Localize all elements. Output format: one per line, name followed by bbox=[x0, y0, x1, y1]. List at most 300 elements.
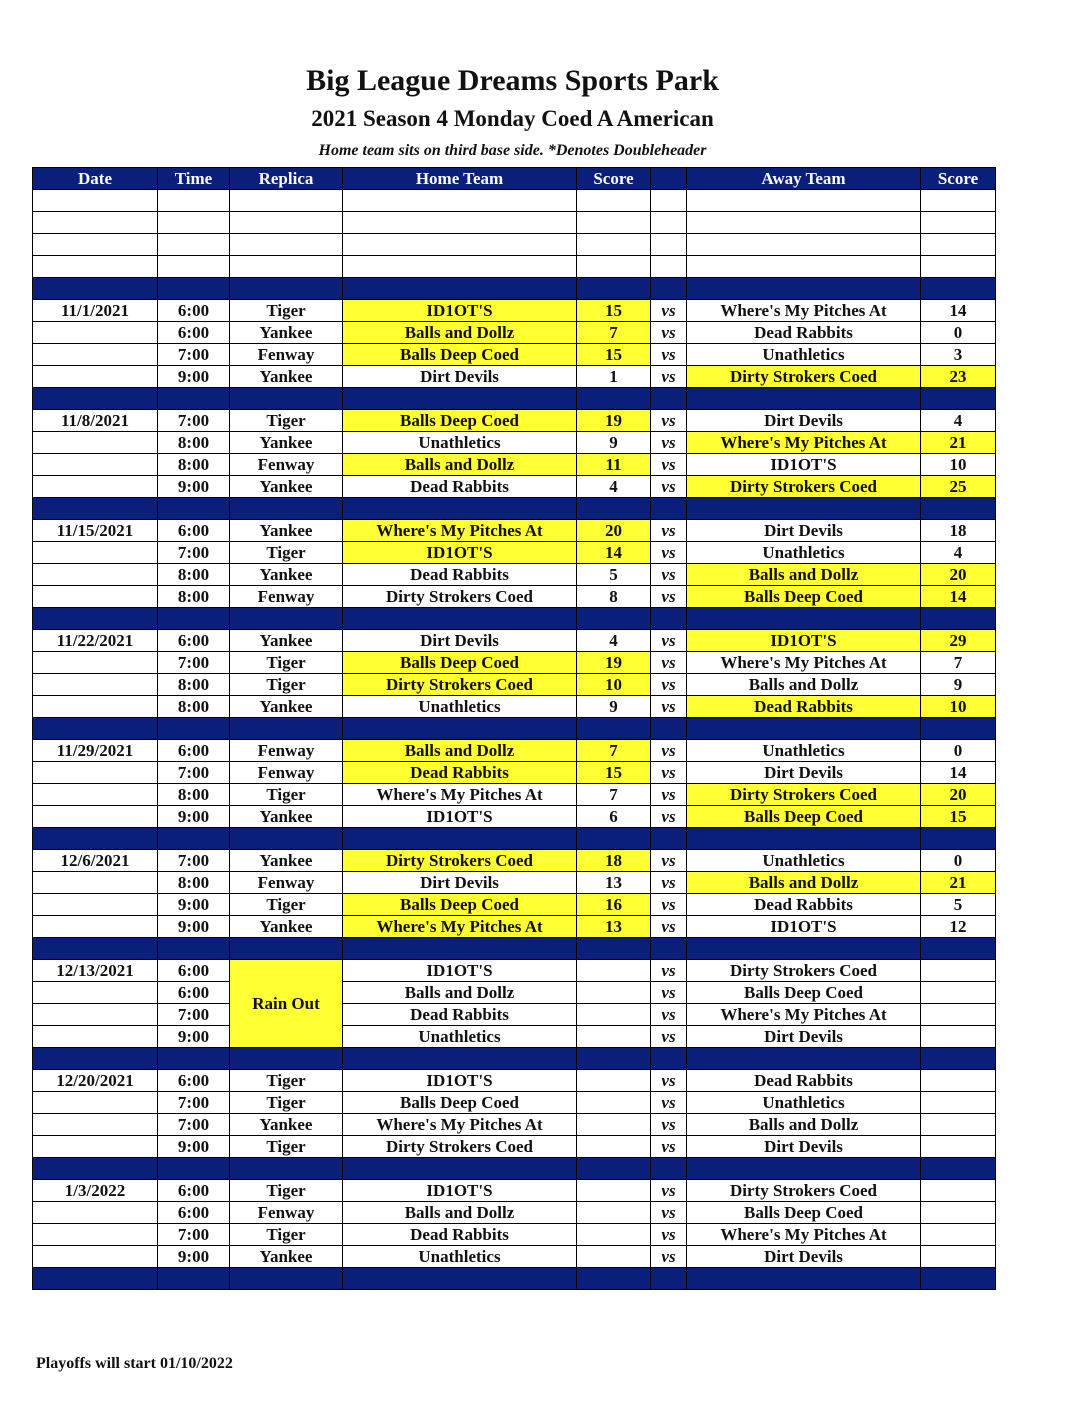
game-row bbox=[33, 630, 996, 652]
separator-cell bbox=[577, 1268, 651, 1290]
home-score: 8 bbox=[577, 586, 651, 608]
empty-cell bbox=[651, 190, 687, 212]
game-row bbox=[33, 322, 996, 344]
separator-cell bbox=[230, 828, 343, 850]
week-separator bbox=[33, 1048, 996, 1070]
away-team: Where's My Pitches At bbox=[687, 1004, 921, 1026]
home-team: Unathletics bbox=[343, 696, 577, 718]
away-score bbox=[921, 1136, 996, 1158]
away-score bbox=[921, 1070, 996, 1092]
separator-cell bbox=[230, 1048, 343, 1070]
game-replica: Tiger bbox=[230, 1224, 343, 1246]
separator-cell bbox=[921, 828, 996, 850]
game-time: 7:00 bbox=[158, 410, 230, 432]
week-separator bbox=[33, 278, 996, 300]
vs-label: vs bbox=[651, 322, 687, 344]
game-date bbox=[33, 784, 158, 806]
game-row bbox=[33, 1180, 996, 1202]
home-score: 7 bbox=[577, 322, 651, 344]
away-score: 10 bbox=[921, 696, 996, 718]
separator-cell bbox=[230, 278, 343, 300]
blank-row bbox=[33, 212, 996, 234]
game-date bbox=[33, 806, 158, 828]
separator-cell bbox=[230, 938, 343, 960]
separator-cell bbox=[577, 718, 651, 740]
game-time: 7:00 bbox=[158, 344, 230, 366]
game-row bbox=[33, 982, 996, 1004]
away-score bbox=[921, 1246, 996, 1268]
home-score: 19 bbox=[577, 410, 651, 432]
game-date: 11/29/2021 bbox=[33, 740, 158, 762]
away-score: 4 bbox=[921, 542, 996, 564]
game-replica: Yankee bbox=[230, 366, 343, 388]
empty-cell bbox=[921, 256, 996, 278]
home-score: 7 bbox=[577, 740, 651, 762]
game-time: 8:00 bbox=[158, 674, 230, 696]
away-score: 10 bbox=[921, 454, 996, 476]
empty-cell bbox=[577, 190, 651, 212]
game-time: 6:00 bbox=[158, 1202, 230, 1224]
game-date bbox=[33, 542, 158, 564]
blank-row bbox=[33, 234, 996, 256]
home-team: Dead Rabbits bbox=[343, 476, 577, 498]
game-replica: Tiger bbox=[230, 674, 343, 696]
game-time: 7:00 bbox=[158, 1092, 230, 1114]
away-score: 14 bbox=[921, 586, 996, 608]
away-score bbox=[921, 1180, 996, 1202]
game-date bbox=[33, 454, 158, 476]
separator-cell bbox=[343, 1158, 577, 1180]
home-team: Balls Deep Coed bbox=[343, 894, 577, 916]
separator-cell bbox=[651, 1158, 687, 1180]
empty-cell bbox=[33, 212, 158, 234]
game-replica: Tiger bbox=[230, 1092, 343, 1114]
game-replica: Yankee bbox=[230, 630, 343, 652]
separator-cell bbox=[577, 388, 651, 410]
away-team: Dirt Devils bbox=[687, 410, 921, 432]
away-score: 15 bbox=[921, 806, 996, 828]
away-team: Dirt Devils bbox=[687, 762, 921, 784]
away-score: 4 bbox=[921, 410, 996, 432]
empty-cell bbox=[230, 212, 343, 234]
separator-cell bbox=[577, 828, 651, 850]
away-team: ID1OT'S bbox=[687, 916, 921, 938]
game-time: 9:00 bbox=[158, 916, 230, 938]
home-team: Balls and Dollz bbox=[343, 454, 577, 476]
game-row bbox=[33, 564, 996, 586]
vs-label: vs bbox=[651, 1180, 687, 1202]
game-date bbox=[33, 366, 158, 388]
game-replica: Yankee bbox=[230, 850, 343, 872]
vs-label: vs bbox=[651, 564, 687, 586]
game-date bbox=[33, 344, 158, 366]
vs-label: vs bbox=[651, 960, 687, 982]
home-score: 19 bbox=[577, 652, 651, 674]
separator-cell bbox=[921, 498, 996, 520]
separator-cell bbox=[577, 938, 651, 960]
away-team: Where's My Pitches At bbox=[687, 300, 921, 322]
home-score bbox=[577, 1114, 651, 1136]
away-score bbox=[921, 1092, 996, 1114]
away-team: Unathletics bbox=[687, 542, 921, 564]
game-row bbox=[33, 960, 996, 982]
home-score: 6 bbox=[577, 806, 651, 828]
empty-cell bbox=[33, 190, 158, 212]
game-date: 11/15/2021 bbox=[33, 520, 158, 542]
home-team: ID1OT'S bbox=[343, 1070, 577, 1092]
game-date bbox=[33, 674, 158, 696]
away-team: Balls and Dollz bbox=[687, 872, 921, 894]
game-time: 7:00 bbox=[158, 1114, 230, 1136]
vs-label: vs bbox=[651, 1202, 687, 1224]
away-score bbox=[921, 1004, 996, 1026]
game-row bbox=[33, 1004, 996, 1026]
empty-cell bbox=[921, 190, 996, 212]
home-score: 10 bbox=[577, 674, 651, 696]
game-replica: Fenway bbox=[230, 344, 343, 366]
separator-cell bbox=[230, 718, 343, 740]
away-score: 18 bbox=[921, 520, 996, 542]
home-score: 15 bbox=[577, 344, 651, 366]
separator-cell bbox=[343, 278, 577, 300]
empty-cell bbox=[230, 256, 343, 278]
separator-cell bbox=[687, 498, 921, 520]
vs-label: vs bbox=[651, 850, 687, 872]
separator-cell bbox=[687, 938, 921, 960]
empty-cell bbox=[230, 234, 343, 256]
empty-cell bbox=[343, 190, 577, 212]
week-separator bbox=[33, 498, 996, 520]
game-date: 11/8/2021 bbox=[33, 410, 158, 432]
game-date: 12/20/2021 bbox=[33, 1070, 158, 1092]
away-score: 20 bbox=[921, 564, 996, 586]
separator-cell bbox=[33, 828, 158, 850]
separator-cell bbox=[230, 608, 343, 630]
separator-cell bbox=[158, 1268, 230, 1290]
game-date bbox=[33, 1224, 158, 1246]
away-score: 5 bbox=[921, 894, 996, 916]
vs-label: vs bbox=[651, 344, 687, 366]
away-team: Balls Deep Coed bbox=[687, 806, 921, 828]
separator-cell bbox=[921, 1268, 996, 1290]
game-replica: Tiger bbox=[230, 1136, 343, 1158]
separator-cell bbox=[687, 1048, 921, 1070]
schedule-body bbox=[33, 190, 996, 1290]
game-replica: Tiger bbox=[230, 652, 343, 674]
home-team: Unathletics bbox=[343, 1246, 577, 1268]
separator-cell bbox=[651, 938, 687, 960]
home-team: Where's My Pitches At bbox=[343, 916, 577, 938]
game-row bbox=[33, 894, 996, 916]
away-score bbox=[921, 960, 996, 982]
home-score: 9 bbox=[577, 696, 651, 718]
home-team: ID1OT'S bbox=[343, 542, 577, 564]
away-team: Where's My Pitches At bbox=[687, 652, 921, 674]
separator-cell bbox=[921, 278, 996, 300]
blank-row bbox=[33, 190, 996, 212]
game-row bbox=[33, 1092, 996, 1114]
home-team: ID1OT'S bbox=[343, 300, 577, 322]
separator-cell bbox=[651, 608, 687, 630]
game-row bbox=[33, 366, 996, 388]
vs-label: vs bbox=[651, 740, 687, 762]
home-team: Dirt Devils bbox=[343, 366, 577, 388]
vs-label: vs bbox=[651, 1004, 687, 1026]
separator-cell bbox=[343, 938, 577, 960]
home-score: 16 bbox=[577, 894, 651, 916]
game-time: 7:00 bbox=[158, 652, 230, 674]
game-row bbox=[33, 872, 996, 894]
page-title: Big League Dreams Sports Park bbox=[306, 64, 719, 97]
separator-cell bbox=[33, 1158, 158, 1180]
separator-cell bbox=[651, 1268, 687, 1290]
home-score: 13 bbox=[577, 872, 651, 894]
separator-cell bbox=[651, 388, 687, 410]
game-row bbox=[33, 674, 996, 696]
home-team: Balls and Dollz bbox=[343, 322, 577, 344]
separator-cell bbox=[230, 1268, 343, 1290]
col-home-team: Home Team bbox=[343, 168, 577, 190]
away-team: ID1OT'S bbox=[687, 454, 921, 476]
separator-cell bbox=[230, 498, 343, 520]
home-team: Balls and Dollz bbox=[343, 982, 577, 1004]
empty-cell bbox=[651, 234, 687, 256]
empty-cell bbox=[577, 234, 651, 256]
empty-cell bbox=[651, 256, 687, 278]
separator-cell bbox=[343, 718, 577, 740]
game-date bbox=[33, 916, 158, 938]
away-team: Dead Rabbits bbox=[687, 696, 921, 718]
separator-cell bbox=[343, 608, 577, 630]
home-score: 1 bbox=[577, 366, 651, 388]
game-replica: Tiger bbox=[230, 300, 343, 322]
away-team: ID1OT'S bbox=[687, 630, 921, 652]
rain-out-badge: Rain Out bbox=[230, 960, 343, 1048]
game-row bbox=[33, 1246, 996, 1268]
week-separator bbox=[33, 388, 996, 410]
game-date bbox=[33, 564, 158, 586]
home-team: Dead Rabbits bbox=[343, 1224, 577, 1246]
home-score: 14 bbox=[577, 542, 651, 564]
vs-label: vs bbox=[651, 1114, 687, 1136]
game-time: 7:00 bbox=[158, 1224, 230, 1246]
separator-cell bbox=[651, 1048, 687, 1070]
game-time: 7:00 bbox=[158, 762, 230, 784]
away-score: 21 bbox=[921, 872, 996, 894]
home-score bbox=[577, 1202, 651, 1224]
separator-cell bbox=[921, 608, 996, 630]
away-score: 20 bbox=[921, 784, 996, 806]
away-team: Unathletics bbox=[687, 344, 921, 366]
empty-cell bbox=[651, 212, 687, 234]
game-time: 6:00 bbox=[158, 740, 230, 762]
vs-label: vs bbox=[651, 894, 687, 916]
game-replica: Tiger bbox=[230, 410, 343, 432]
game-date bbox=[33, 322, 158, 344]
empty-cell bbox=[158, 212, 230, 234]
vs-label: vs bbox=[651, 1224, 687, 1246]
away-score bbox=[921, 1224, 996, 1246]
game-replica: Yankee bbox=[230, 806, 343, 828]
game-time: 8:00 bbox=[158, 872, 230, 894]
game-time: 7:00 bbox=[158, 542, 230, 564]
game-date bbox=[33, 1004, 158, 1026]
separator-cell bbox=[651, 718, 687, 740]
away-team: Where's My Pitches At bbox=[687, 432, 921, 454]
separator-cell bbox=[921, 388, 996, 410]
away-score: 23 bbox=[921, 366, 996, 388]
vs-label: vs bbox=[651, 872, 687, 894]
separator-cell bbox=[158, 718, 230, 740]
separator-cell bbox=[577, 608, 651, 630]
separator-cell bbox=[33, 1268, 158, 1290]
home-team: Balls Deep Coed bbox=[343, 344, 577, 366]
game-row bbox=[33, 300, 996, 322]
separator-cell bbox=[921, 718, 996, 740]
game-time: 7:00 bbox=[158, 850, 230, 872]
home-team: Dirty Strokers Coed bbox=[343, 850, 577, 872]
separator-cell bbox=[577, 278, 651, 300]
game-time: 8:00 bbox=[158, 586, 230, 608]
game-replica: Yankee bbox=[230, 322, 343, 344]
separator-cell bbox=[921, 938, 996, 960]
game-row bbox=[33, 1114, 996, 1136]
vs-label: vs bbox=[651, 586, 687, 608]
game-date bbox=[33, 1246, 158, 1268]
separator-cell bbox=[230, 1158, 343, 1180]
away-score bbox=[921, 1114, 996, 1136]
away-team: Dirty Strokers Coed bbox=[687, 366, 921, 388]
home-score bbox=[577, 1224, 651, 1246]
game-time: 6:00 bbox=[158, 630, 230, 652]
home-team: Balls Deep Coed bbox=[343, 1092, 577, 1114]
home-team: Balls Deep Coed bbox=[343, 410, 577, 432]
separator-cell bbox=[577, 1158, 651, 1180]
separator-cell bbox=[33, 608, 158, 630]
week-separator bbox=[33, 938, 996, 960]
home-team: Unathletics bbox=[343, 1026, 577, 1048]
home-team: ID1OT'S bbox=[343, 1180, 577, 1202]
week-separator bbox=[33, 1158, 996, 1180]
empty-cell bbox=[577, 256, 651, 278]
game-replica: Tiger bbox=[230, 1070, 343, 1092]
home-team: Balls Deep Coed bbox=[343, 652, 577, 674]
schedule-table bbox=[32, 167, 996, 1290]
empty-cell bbox=[921, 212, 996, 234]
empty-cell bbox=[230, 190, 343, 212]
away-team: Dirty Strokers Coed bbox=[687, 1180, 921, 1202]
away-score: 25 bbox=[921, 476, 996, 498]
separator-cell bbox=[343, 388, 577, 410]
game-time: 9:00 bbox=[158, 894, 230, 916]
separator-cell bbox=[230, 388, 343, 410]
home-score: 13 bbox=[577, 916, 651, 938]
away-score: 7 bbox=[921, 652, 996, 674]
empty-cell bbox=[343, 234, 577, 256]
separator-cell bbox=[33, 388, 158, 410]
vs-label: vs bbox=[651, 300, 687, 322]
away-team: Dirty Strokers Coed bbox=[687, 784, 921, 806]
separator-cell bbox=[158, 828, 230, 850]
empty-cell bbox=[687, 212, 921, 234]
game-replica: Tiger bbox=[230, 894, 343, 916]
home-score bbox=[577, 1246, 651, 1268]
home-score bbox=[577, 960, 651, 982]
game-date bbox=[33, 586, 158, 608]
away-team: Unathletics bbox=[687, 1092, 921, 1114]
away-team: Dirt Devils bbox=[687, 1246, 921, 1268]
game-row bbox=[33, 432, 996, 454]
separator-cell bbox=[158, 608, 230, 630]
vs-label: vs bbox=[651, 366, 687, 388]
away-team: Dirty Strokers Coed bbox=[687, 960, 921, 982]
game-time: 8:00 bbox=[158, 564, 230, 586]
separator-cell bbox=[651, 498, 687, 520]
vs-label: vs bbox=[651, 806, 687, 828]
game-row bbox=[33, 784, 996, 806]
away-team: Dead Rabbits bbox=[687, 322, 921, 344]
home-team: Dead Rabbits bbox=[343, 1004, 577, 1026]
game-replica: Tiger bbox=[230, 1180, 343, 1202]
game-replica: Yankee bbox=[230, 476, 343, 498]
separator-cell bbox=[687, 1268, 921, 1290]
game-row bbox=[33, 916, 996, 938]
blank-row bbox=[33, 256, 996, 278]
vs-label: vs bbox=[651, 542, 687, 564]
away-score: 21 bbox=[921, 432, 996, 454]
home-score bbox=[577, 982, 651, 1004]
game-replica: Yankee bbox=[230, 1246, 343, 1268]
vs-label: vs bbox=[651, 410, 687, 432]
game-time: 6:00 bbox=[158, 300, 230, 322]
away-score: 3 bbox=[921, 344, 996, 366]
separator-cell bbox=[687, 278, 921, 300]
home-score: 15 bbox=[577, 762, 651, 784]
game-date: 12/13/2021 bbox=[33, 960, 158, 982]
empty-cell bbox=[687, 256, 921, 278]
game-row bbox=[33, 1026, 996, 1048]
empty-cell bbox=[577, 212, 651, 234]
game-row bbox=[33, 344, 996, 366]
game-time: 7:00 bbox=[158, 1004, 230, 1026]
home-score bbox=[577, 1004, 651, 1026]
separator-cell bbox=[33, 1048, 158, 1070]
vs-label: vs bbox=[651, 1136, 687, 1158]
game-replica: Fenway bbox=[230, 586, 343, 608]
empty-cell bbox=[343, 212, 577, 234]
game-time: 8:00 bbox=[158, 432, 230, 454]
game-replica: Fenway bbox=[230, 1202, 343, 1224]
vs-label: vs bbox=[651, 916, 687, 938]
away-score: 0 bbox=[921, 850, 996, 872]
vs-label: vs bbox=[651, 1070, 687, 1092]
home-score bbox=[577, 1180, 651, 1202]
home-team: Dead Rabbits bbox=[343, 564, 577, 586]
away-team: Balls Deep Coed bbox=[687, 1202, 921, 1224]
game-date bbox=[33, 982, 158, 1004]
separator-cell bbox=[33, 938, 158, 960]
away-team: Balls and Dollz bbox=[687, 1114, 921, 1136]
home-team: Where's My Pitches At bbox=[343, 520, 577, 542]
empty-cell bbox=[158, 256, 230, 278]
game-time: 9:00 bbox=[158, 806, 230, 828]
vs-label: vs bbox=[651, 1246, 687, 1268]
away-team: Dirt Devils bbox=[687, 1136, 921, 1158]
game-replica: Fenway bbox=[230, 740, 343, 762]
game-row bbox=[33, 652, 996, 674]
game-row bbox=[33, 850, 996, 872]
col-away-score: Score bbox=[921, 168, 996, 190]
